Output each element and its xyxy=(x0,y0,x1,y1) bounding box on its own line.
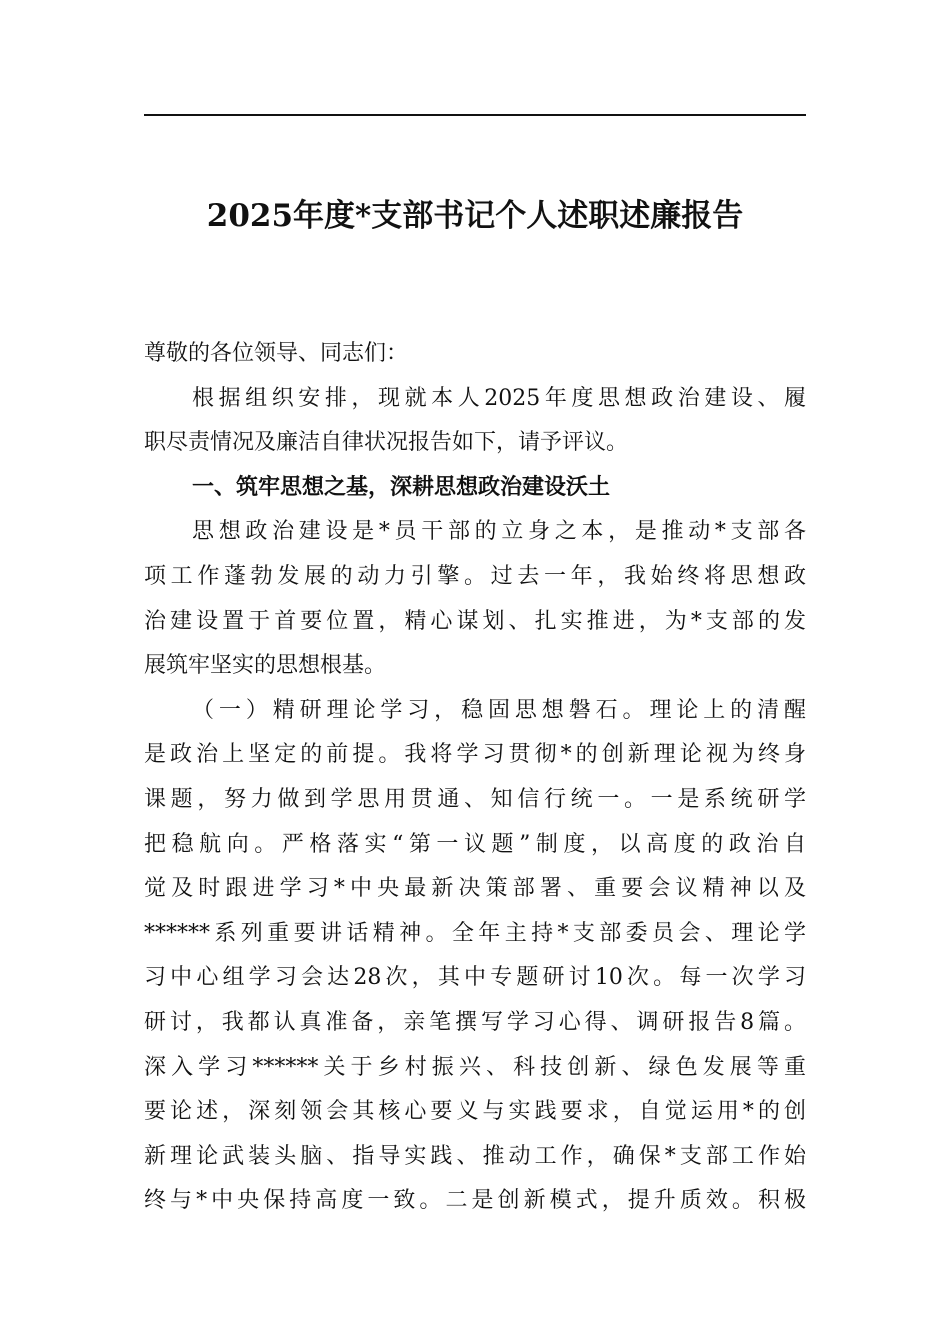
body-line: ******系列重要讲话精神。全年主持*支部委员会、理论学 xyxy=(144,920,806,946)
body-line: 要论述，深刻领会其核心要义与实践要求，自觉运用*的创 xyxy=(144,1099,806,1125)
body-line: 觉及时跟进学习*中央最新决策部署、重要会议精神以及 xyxy=(144,876,806,902)
section-heading: 一、筑牢思想之基，深耕思想政治建设沃土 xyxy=(192,474,611,500)
document-body xyxy=(144,332,806,1224)
body-line: 深入学习******关于乡村振兴、科技创新、绿色发展等重 xyxy=(144,1054,806,1080)
body-line: 治建设置于首要位置，精心谋划、扎实推进，为*支部的发 xyxy=(144,608,806,634)
body-line: 终与*中央保持高度一致。二是创新模式，提升质效。积极 xyxy=(144,1188,806,1214)
body-line: 根据组织安排，现就本人2025年度思想政治建设、履 xyxy=(192,385,806,411)
body-line: 职尽责情况及廉洁自律状况报告如下，请予评议。 xyxy=(144,430,629,456)
salutation: 尊敬的各位领导、同志们： xyxy=(144,341,409,366)
body-line: 研讨，我都认真准备，亲笔撰写学习心得、调研报告8篇。 xyxy=(144,1009,806,1035)
header-rule xyxy=(144,114,806,116)
body-line: 把稳航向。严格落实“第一议题”制度，以高度的政治自 xyxy=(144,831,806,857)
body-line: 项工作蓬勃发展的动力引擎。过去一年，我始终将思想政 xyxy=(144,563,806,589)
document-title: 2025年度*支部书记个人述职述廉报告 xyxy=(206,198,744,234)
body-line: 展筑牢坚实的思想根基。 xyxy=(144,653,387,679)
subsection-line: （一）精研理论学习，稳固思想磐石。理论上的清醒 xyxy=(192,697,806,723)
body-line: 新理论武装头脑、指导实践、推动工作，确保*支部工作始 xyxy=(144,1143,806,1169)
body-line: 是政治上坚定的前提。我将学习贯彻*的创新理论视为终身 xyxy=(144,742,806,768)
body-line: 思想政治建设是*员干部的立身之本，是推动*支部各 xyxy=(192,519,806,545)
body-line: 课题，努力做到学思用贯通、知信行统一。一是系统研学 xyxy=(144,786,806,812)
body-line: 习中心组学习会达28次，其中专题研讨10次。每一次学习 xyxy=(144,965,806,991)
